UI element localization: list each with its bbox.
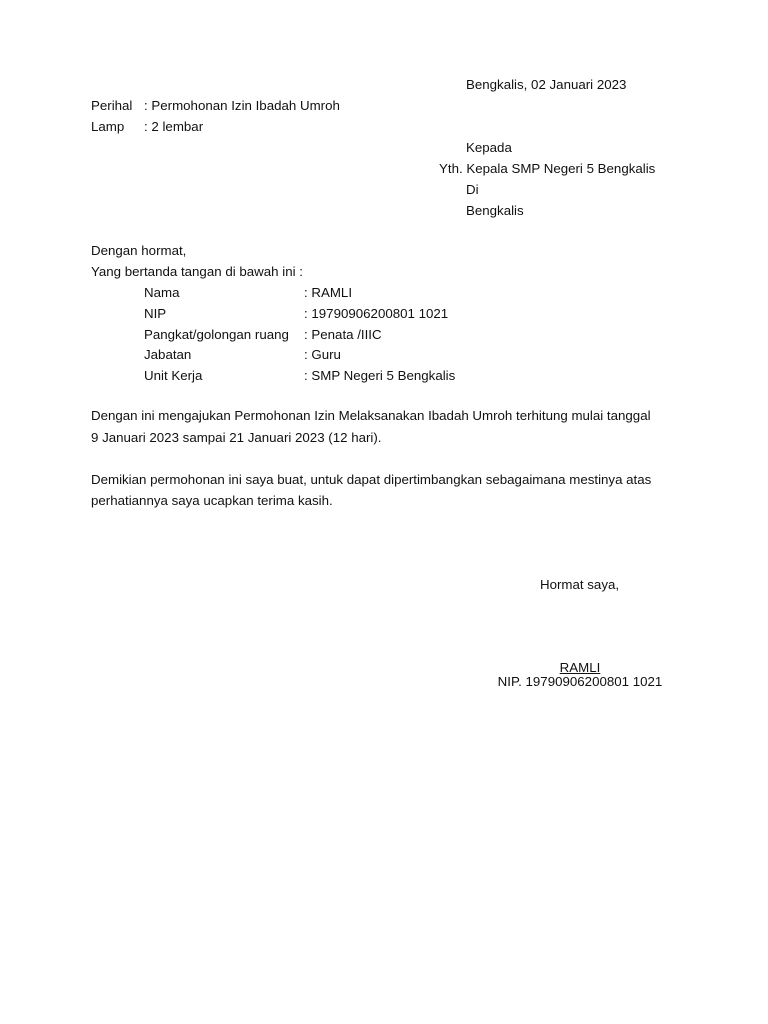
- salutation: Dengan hormat,: [91, 243, 187, 258]
- identity-label-nip: NIP: [144, 306, 167, 321]
- body-paragraph-1-line-2: 9 Januari 2023 sampai 21 Januari 2023 (12 hari).: [91, 430, 382, 445]
- identity-value-nip: : 19790906200801 1021: [304, 306, 449, 321]
- lamp-value: : 2 lembar: [144, 119, 204, 134]
- body-paragraph-2-line-1: Demikian permohonan ini saya buat, untuk dapat dipertimbangkan sebagaimana mestinya atas: [91, 472, 652, 487]
- recipient-yth: Yth. Kepala SMP Negeri 5 Bengkalis: [439, 161, 656, 176]
- perihal-value: : Permohonan Izin Ibadah Umroh: [144, 98, 340, 113]
- identity-value-nama: : RAMLI: [304, 285, 353, 300]
- letter-date: Bengkalis, 02 Januari 2023: [466, 77, 627, 92]
- intro-line: Yang bertanda tangan di bawah ini :: [91, 264, 303, 279]
- lamp-label: Lamp: [91, 119, 125, 134]
- body-paragraph-2-line-2: perhatiannya saya ucapkan terima kasih.: [91, 493, 333, 508]
- perihal-label: Perihal: [91, 98, 133, 113]
- closing-text: Hormat saya,: [540, 577, 620, 592]
- signer-nip: NIP. 19790906200801 1021: [497, 674, 663, 689]
- identity-value-pangkat: : Penata /IIIC: [304, 327, 382, 342]
- identity-label-unit-kerja: Unit Kerja: [144, 368, 203, 383]
- body-paragraph-1-line-1: Dengan ini mengajukan Permohonan Izin Melaksanakan Ibadah Umroh terhitung mulai tanggal: [91, 408, 651, 423]
- identity-label-nama: Nama: [144, 285, 180, 300]
- recipient-di: Di: [466, 182, 479, 197]
- recipient-city: Bengkalis: [466, 203, 524, 218]
- identity-label-jabatan: Jabatan: [144, 347, 192, 362]
- identity-label-pangkat: Pangkat/golongan ruang: [144, 327, 289, 342]
- recipient-kepada: Kepada: [466, 140, 512, 155]
- identity-value-jabatan: : Guru: [304, 347, 341, 362]
- identity-value-unit-kerja: : SMP Negeri 5 Bengkalis: [304, 368, 456, 383]
- signer-name: RAMLI: [559, 660, 601, 675]
